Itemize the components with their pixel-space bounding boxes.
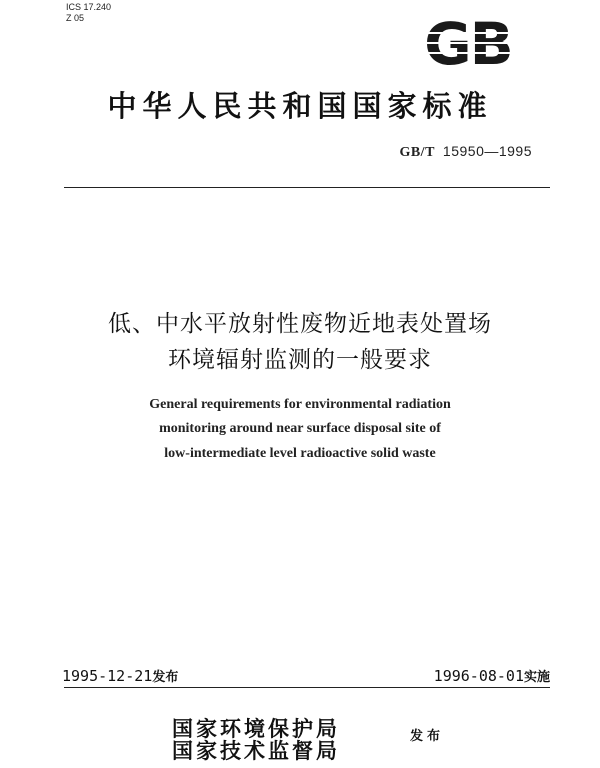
issue-date-label: 发布 [152, 670, 179, 685]
standard-number-prefix: GB/T [399, 145, 435, 160]
standard-number [399, 143, 532, 161]
english-title-line2: monitoring around near surface disposal site of [159, 421, 441, 436]
issuer-action-label: 发布 [410, 729, 445, 744]
issuer-line2: 国家技术监督局 [172, 739, 340, 763]
national-standard-title: 中华人民共和国国家标准 [107, 89, 493, 123]
classification-codes [66, 2, 111, 24]
english-title-line1: General requirements for environmental radiation [149, 397, 451, 412]
top-divider [64, 187, 550, 188]
chinese-title-line1: 低、中水平放射性废物近地表处置场 [108, 311, 492, 337]
issue-date [62, 666, 178, 685]
english-title-line3: low-intermediate level radioactive solid waste [164, 446, 436, 461]
chinese-title-line2: 环境辐射监测的一般要求 [168, 347, 432, 373]
ccs-code: Z 05 [66, 13, 85, 23]
implementation-date-value: 1996-08-01 [433, 667, 524, 685]
issuer-line1: 国家环境保护局 [172, 717, 340, 741]
standard-number-value: 15950—1995 [442, 143, 532, 159]
implementation-date-label: 实施 [523, 670, 550, 685]
ics-code: ICS 17.240 [66, 2, 112, 12]
bottom-divider [64, 687, 550, 688]
implementation-date [434, 666, 550, 685]
issue-date-value: 1995-12-21 [62, 667, 153, 685]
gb-logo [412, 14, 524, 70]
